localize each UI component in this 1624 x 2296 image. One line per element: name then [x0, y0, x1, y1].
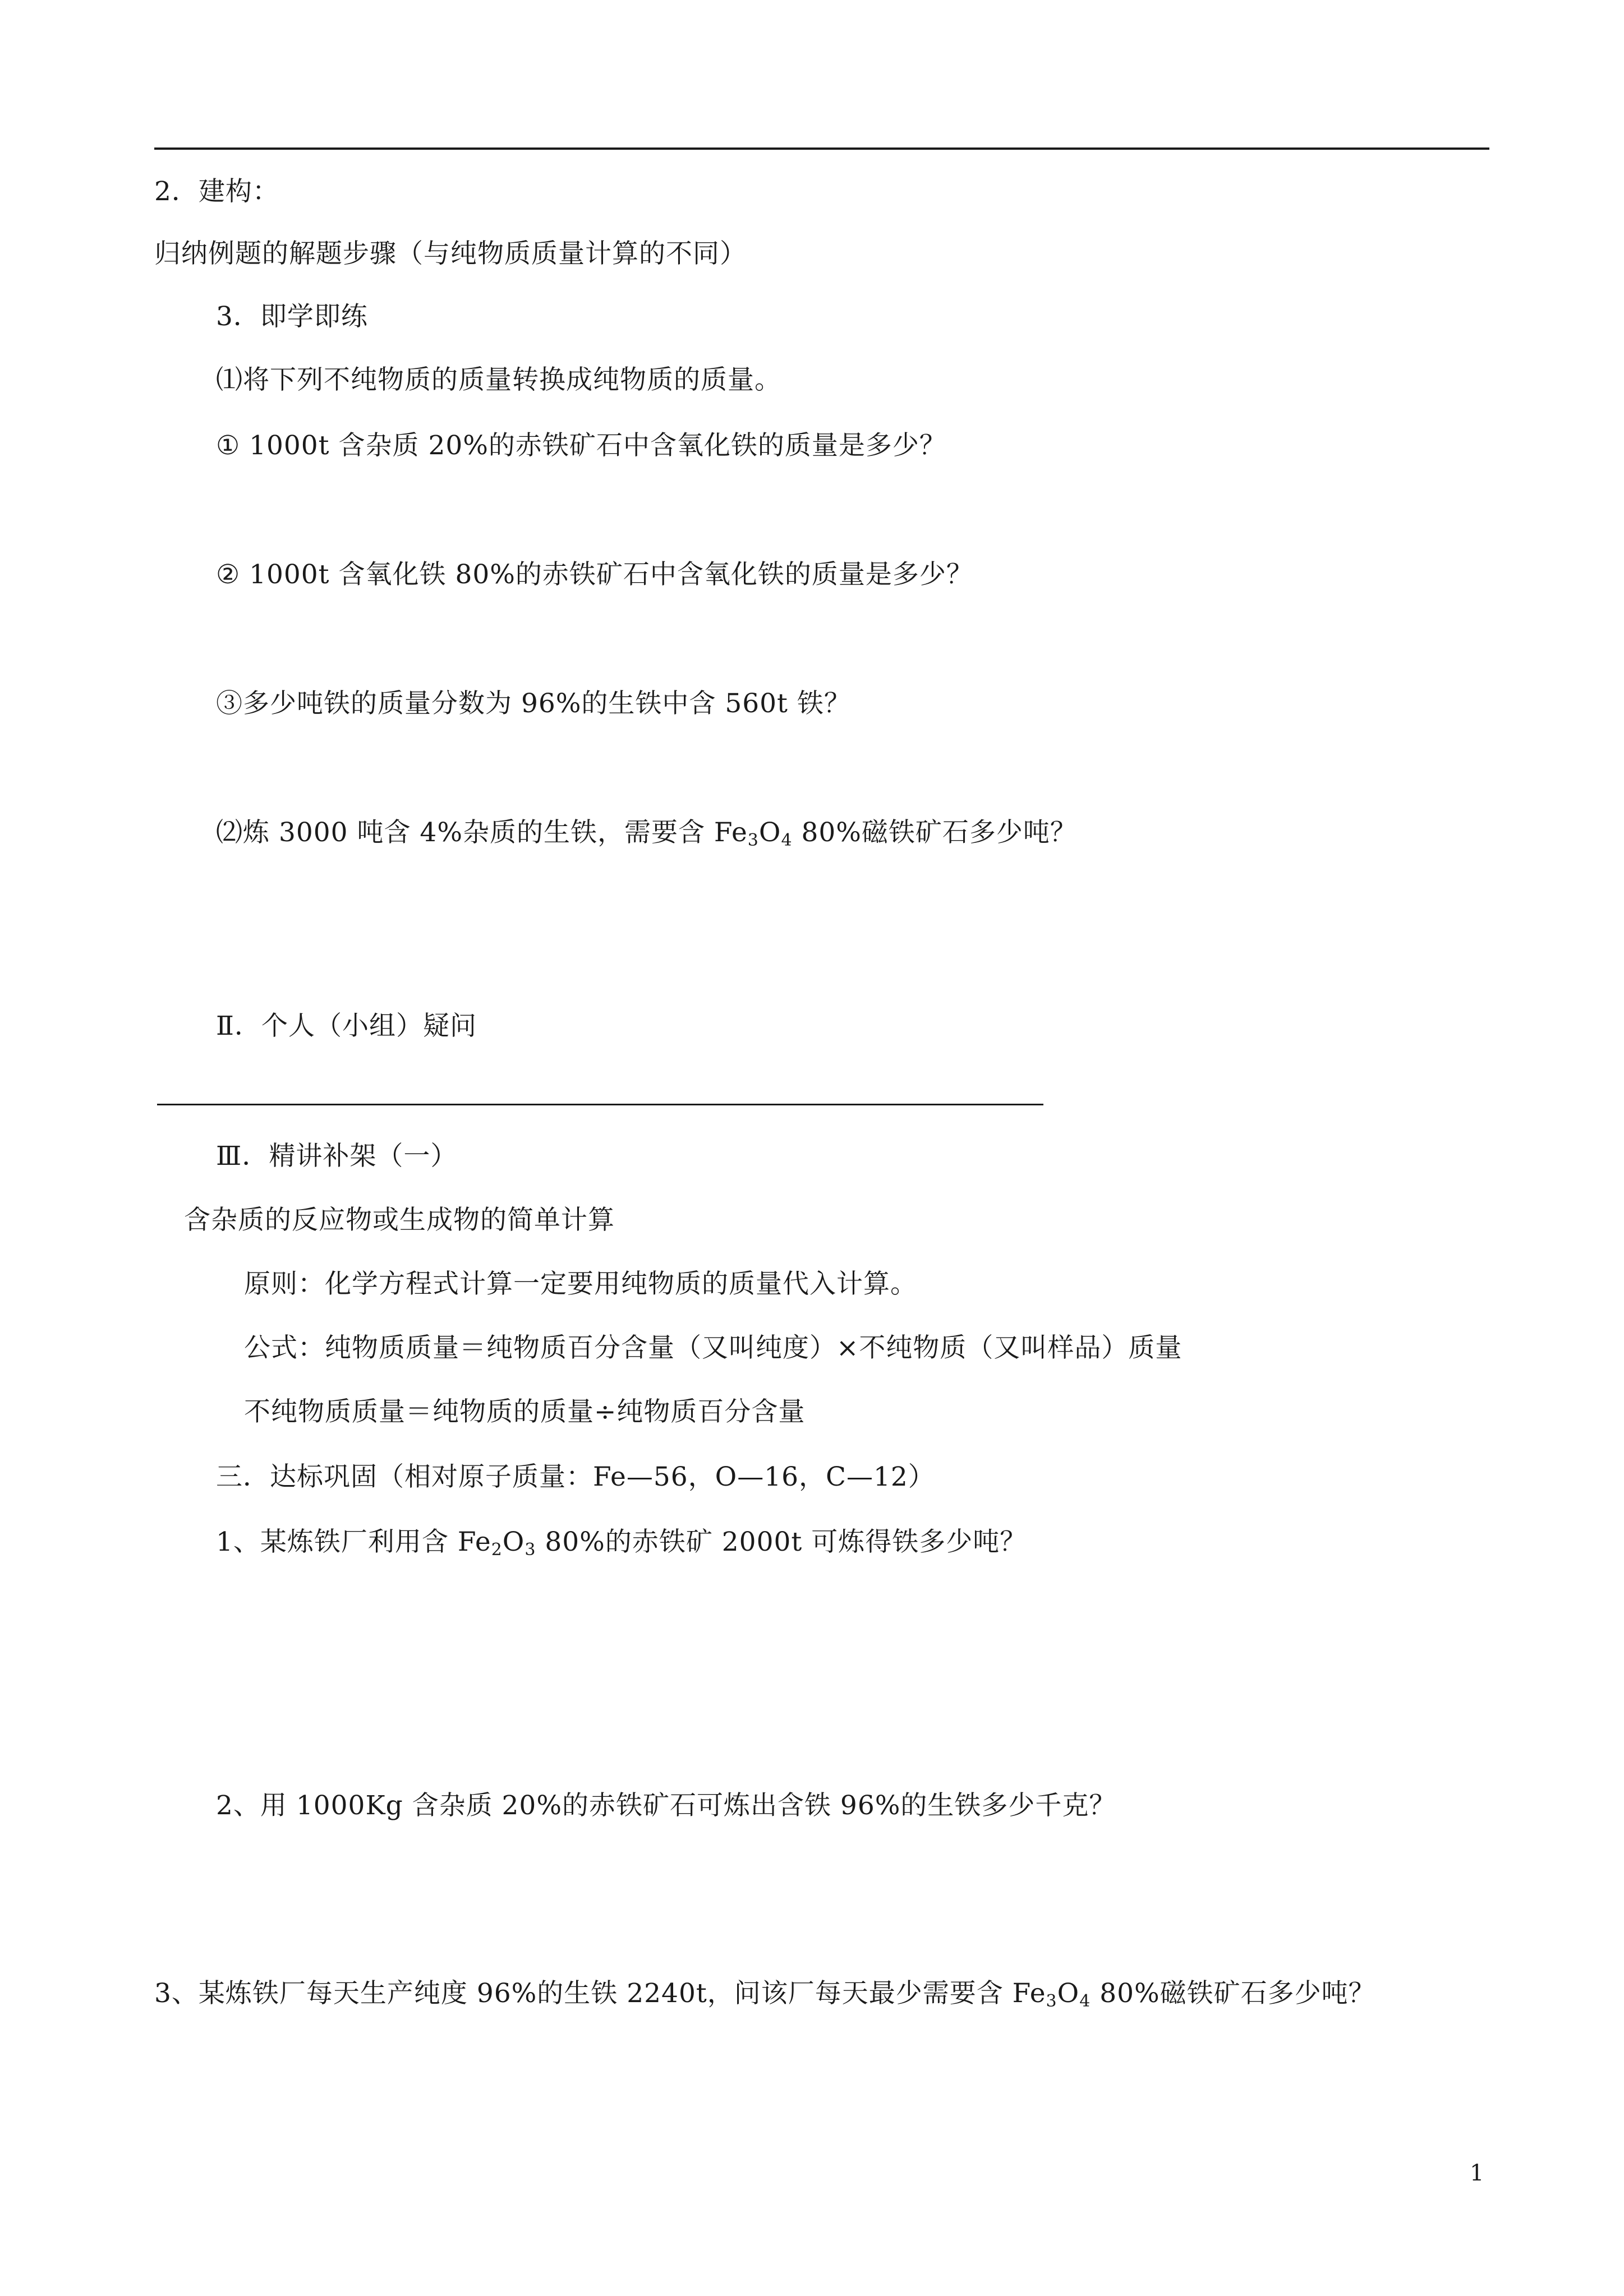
- lecture-principle: 原则：化学方程式计算一定要用纯物质的质量代入计算。: [244, 1269, 917, 1299]
- questions-answer-line: [157, 1104, 1043, 1105]
- practice-question-1: ① 1000t 含杂质 20%的赤铁矿石中含氧化铁的质量是多少？: [216, 430, 946, 461]
- lecture-topic: 含杂质的反应物或生成物的简单计算: [184, 1205, 615, 1235]
- consolidate-question-3: 3、某炼铁厂每天生产纯度 96%的生铁 2240t，问该厂每天最少需要含 $Fe_3O_4$ 80%磁铁矿石多少吨？: [154, 1978, 1375, 2011]
- lecture-formula-2: 不纯物质质量＝纯物质的质量÷纯物质百分含量: [244, 1396, 806, 1427]
- practice-intro: ⑴将下列不纯物质的质量转换成纯物质的质量。: [216, 365, 781, 395]
- construct-body: 归纳例题的解题步骤（与纯物质质量计算的不同）: [154, 238, 747, 269]
- consolidate-question-1: 1、某炼铁厂利用含 $Fe_2O_3$ 80%的赤铁矿 2000t 可炼得铁多少吨？: [216, 1527, 1027, 1560]
- page-number: 1: [1470, 2160, 1484, 2186]
- header-rule: [154, 147, 1489, 150]
- practice-question-2: ② 1000t 含氧化铁 80%的赤铁矿石中含氧化铁的质量是多少？: [216, 559, 973, 590]
- practice-question-3: ③多少吨铁的质量分数为 96%的生铁中含 560t 铁？: [216, 688, 851, 719]
- consolidate-question-2: 2、用 1000Kg 含杂质 20%的赤铁矿石可炼出含铁 96%的生铁多少千克？: [216, 1790, 1116, 1821]
- questions-heading: Ⅱ．个人（小组）疑问: [216, 1011, 477, 1041]
- practice-question-4: ⑵炼 3000 吨含 4%杂质的生铁，需要含 $Fe_3O_4$ 80%磁铁矿石多少吨？: [216, 817, 1077, 850]
- practice-heading: 3．即学即练: [216, 301, 368, 332]
- lecture-heading: Ⅲ．精讲补架（一）: [216, 1141, 458, 1172]
- consolidate-heading: 三．达标巩固（相对原子质量：Fe—56，O—16，C—12）: [216, 1461, 935, 1492]
- lecture-formula-1: 公式：纯物质质量＝纯物质百分含量（又叫纯度）×不纯物质（又叫样品）质量: [244, 1333, 1183, 1363]
- construct-heading: 2．建构：: [154, 176, 279, 207]
